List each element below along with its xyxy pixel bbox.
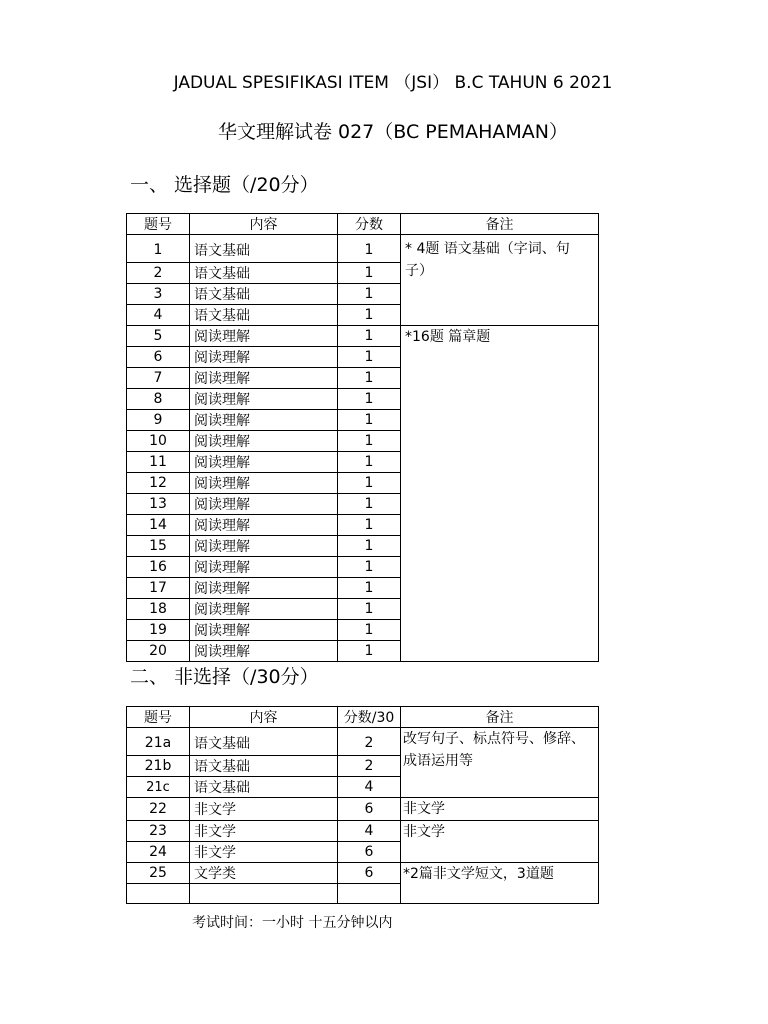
question-number: 4 — [127, 305, 190, 326]
question-content: 语文基础 — [190, 284, 338, 305]
question-content: 阅读理解 — [190, 557, 338, 578]
question-score: 6 — [338, 798, 401, 821]
question-score: 1 — [338, 557, 401, 578]
question-score: 1 — [338, 494, 401, 515]
note-nonliterary: 非文学 — [401, 821, 599, 863]
question-content: 非文学 — [190, 798, 338, 821]
question-number: 13 — [127, 494, 190, 515]
header-content: 内容 — [190, 214, 338, 235]
header-score: 分数 — [338, 214, 401, 235]
question-score: 4 — [338, 821, 401, 842]
question-number: 10 — [127, 431, 190, 452]
question-score: 1 — [338, 641, 401, 662]
table-row — [127, 821, 599, 842]
document-title: JADUAL SPESIFIKASI ITEM （JSI） B.C TAHUN 6 2021 — [173, 73, 613, 93]
header-no: 题号 — [127, 707, 190, 728]
question-content: 非文学 — [190, 821, 338, 842]
section2-table — [126, 706, 599, 904]
header-content: 内容 — [190, 707, 338, 728]
question-number: 1 — [127, 235, 190, 263]
table-header-row — [127, 707, 599, 728]
question-number: 9 — [127, 410, 190, 431]
question-number: 18 — [127, 599, 190, 620]
question-score: 1 — [338, 473, 401, 494]
question-number: 24 — [127, 842, 190, 863]
question-content: 非文学 — [190, 842, 338, 863]
header-notes: 备注 — [401, 214, 599, 235]
question-content: 阅读理解 — [190, 452, 338, 473]
question-content: 阅读理解 — [190, 620, 338, 641]
question-content: 阅读理解 — [190, 368, 338, 389]
note-language-basics — [401, 235, 599, 326]
question-content: 语文基础 — [190, 756, 338, 777]
note-reading-comprehension: *16题 篇章题 — [401, 326, 599, 662]
question-content: 语文基础 — [190, 263, 338, 284]
table-row — [127, 326, 599, 347]
question-content: 阅读理解 — [190, 578, 338, 599]
question-number: 21a — [127, 728, 190, 756]
header-no: 题号 — [127, 214, 190, 235]
question-number: 16 — [127, 557, 190, 578]
question-score: 1 — [338, 347, 401, 368]
question-score: 1 — [338, 515, 401, 536]
note-short-texts: *2篇非文学短文，3道题 — [401, 863, 599, 904]
question-score: 1 — [338, 452, 401, 473]
question-number: 6 — [127, 347, 190, 368]
question-content: 阅读理解 — [190, 389, 338, 410]
question-number: 21b — [127, 756, 190, 777]
table-row — [127, 728, 599, 756]
question-content: 阅读理解 — [190, 326, 338, 347]
question-number: 21c — [127, 777, 190, 798]
question-score: 6 — [338, 842, 401, 863]
note-line: 子） — [405, 263, 433, 279]
header-score: 分数/30 — [338, 707, 401, 728]
question-number: 8 — [127, 389, 190, 410]
question-content: 阅读理解 — [190, 494, 338, 515]
question-score: 4 — [338, 777, 401, 798]
note-line: * 4题 语文基础（字词、句 — [405, 241, 570, 257]
question-number: 22 — [127, 798, 190, 821]
question-score: 1 — [338, 263, 401, 284]
question-number — [127, 884, 190, 904]
question-content: 阅读理解 — [190, 599, 338, 620]
question-score: 1 — [338, 389, 401, 410]
question-number: 3 — [127, 284, 190, 305]
question-score: 1 — [338, 284, 401, 305]
question-content: 阅读理解 — [190, 641, 338, 662]
table-row — [127, 235, 599, 263]
question-number: 25 — [127, 863, 190, 884]
paper-subtitle: 华文理解试卷 027（BC PEMAHAMAN） — [217, 121, 569, 143]
question-content: 阅读理解 — [190, 515, 338, 536]
note-language-items: 改写句子、标点符号、修辞、成语运用等 — [401, 728, 599, 798]
question-content: 阅读理解 — [190, 473, 338, 494]
question-score: 1 — [338, 599, 401, 620]
question-score: 2 — [338, 728, 401, 756]
question-score: 1 — [338, 578, 401, 599]
question-score: 1 — [338, 431, 401, 452]
question-content: 语文基础 — [190, 305, 338, 326]
table-row — [127, 863, 599, 884]
question-score: 1 — [338, 368, 401, 389]
question-number: 20 — [127, 641, 190, 662]
question-content — [190, 884, 338, 904]
question-score: 6 — [338, 863, 401, 884]
question-number: 23 — [127, 821, 190, 842]
question-score: 1 — [338, 235, 401, 263]
section2-heading: 二、 非选择（/30分） — [130, 666, 319, 688]
exam-duration: 考试时间：一小时 十五分钟以内 — [192, 915, 393, 931]
question-number: 11 — [127, 452, 190, 473]
question-score: 1 — [338, 620, 401, 641]
question-number: 14 — [127, 515, 190, 536]
section1-heading: 一、 选择题（/20分） — [130, 174, 319, 196]
question-number: 19 — [127, 620, 190, 641]
question-score: 1 — [338, 326, 401, 347]
question-content: 语文基础 — [190, 728, 338, 756]
header-notes: 备注 — [401, 707, 599, 728]
question-content: 阅读理解 — [190, 536, 338, 557]
question-content: 阅读理解 — [190, 410, 338, 431]
section1-table — [126, 213, 599, 662]
question-score: 1 — [338, 305, 401, 326]
question-number: 5 — [127, 326, 190, 347]
question-number: 12 — [127, 473, 190, 494]
question-content: 语文基础 — [190, 235, 338, 263]
question-score: 2 — [338, 756, 401, 777]
question-content: 文学类 — [190, 863, 338, 884]
question-score — [338, 884, 401, 904]
question-number: 7 — [127, 368, 190, 389]
question-number: 2 — [127, 263, 190, 284]
question-content: 阅读理解 — [190, 431, 338, 452]
question-content: 阅读理解 — [190, 347, 338, 368]
question-number: 15 — [127, 536, 190, 557]
question-score: 1 — [338, 410, 401, 431]
table-row — [127, 798, 599, 821]
table-header-row — [127, 214, 599, 235]
question-content: 语文基础 — [190, 777, 338, 798]
question-score: 1 — [338, 536, 401, 557]
note-nonliterary: 非文学 — [401, 798, 599, 821]
question-number: 17 — [127, 578, 190, 599]
